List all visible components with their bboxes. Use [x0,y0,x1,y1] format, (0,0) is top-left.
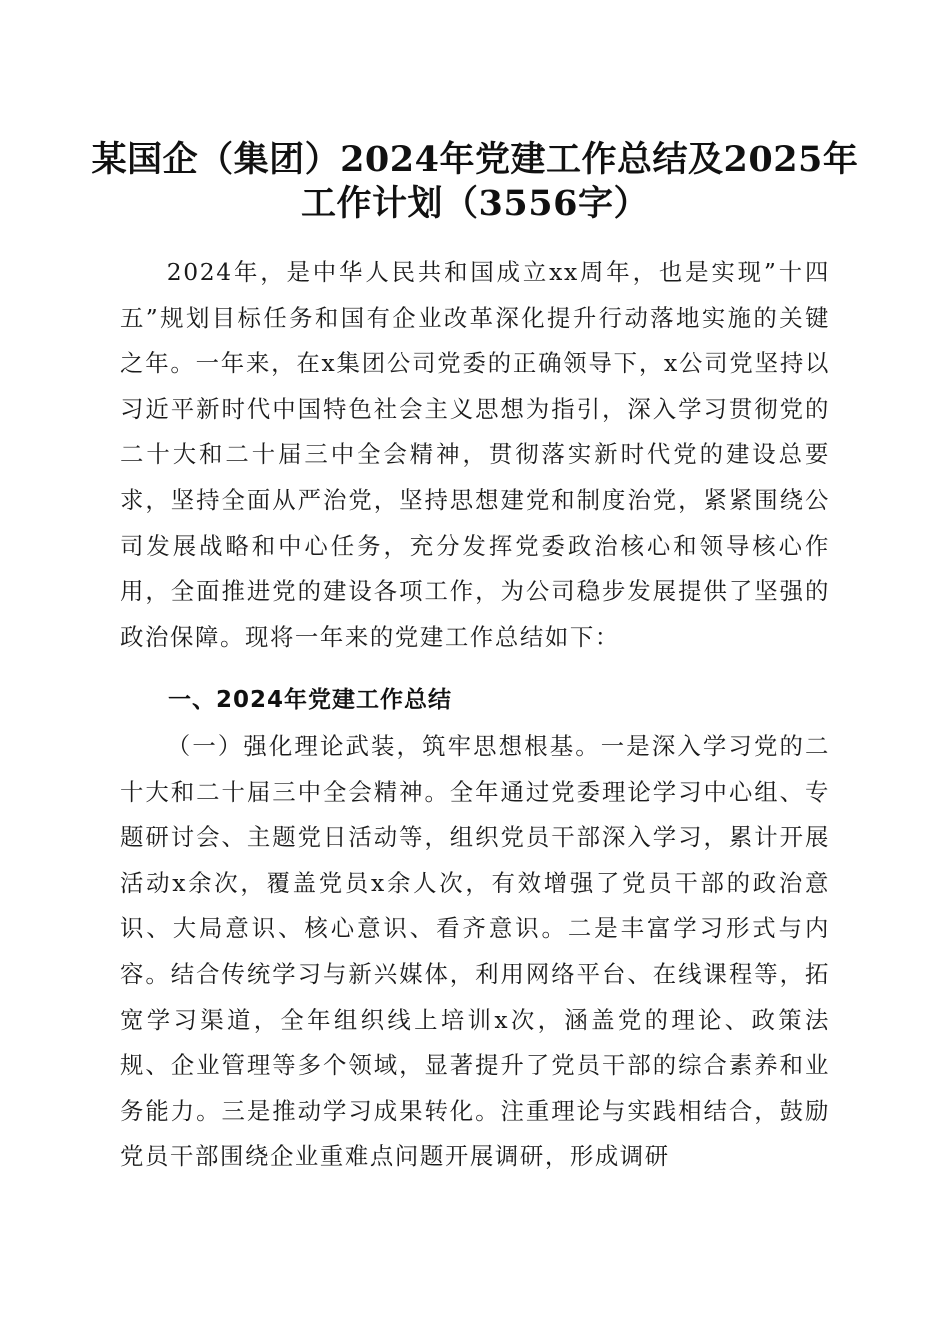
subsection-paragraph-theory [120,724,830,1180]
subsection-lead: （一）强化理论武装，筑牢思想根基。 [166,732,601,760]
subsection-body: 一是深入学习党的二十大和二十届三中全会精神。全年通过党委理论学习中心组、专题研讨会、主题党日活动等，组织党员干部深入学习，累计开展活动x余次，覆盖党员x余人次，有效增强了党员干部的政治意识、大局意识、核心意识、看齐意识。二是丰富学习形式与内容。结合传统学习与新兴媒体，利用网络平台、在线课程等，拓宽学习渠道，全年组织线上培训x次，涵盖党的理论、政策法规、企业管理等多个领域，显著提升了党员干部的综合素养和业务能力。三是推动学习成果转化。注重理论与实践相结合，鼓励党员干部围绕企业重难点问题开展调研，形成调研 [120,732,830,1171]
document-title: 某国企（集团）2024年党建工作总结及2025年工作计划（3556字） [91,139,859,224]
section-heading-party-building-summary: 一、2024年党建工作总结 [168,687,453,713]
intro-paragraph: 2024年，是中华人民共和国成立xx周年，也是实现”十四五”规划目标任务和国有企业改革深化提升行动落地实施的关键之年。一年来，在x集团公司党委的正确领导下，x公司党坚持以习近平新时代中国特色社会主义思想为指引，深入学习贯彻党的二十大和二十届三中全会精神，贯彻落实新时代党的建设总要求，坚持全面从严治党，坚持思想建党和制度治党，紧紧围绕公司发展战略和中心任务，充分发挥党委政治核心和领导核心作用，全面推进党的建设各项工作，为公司稳步发展提供了坚强的政治保障。现将一年来的党建工作总结如下： [120,258,830,651]
